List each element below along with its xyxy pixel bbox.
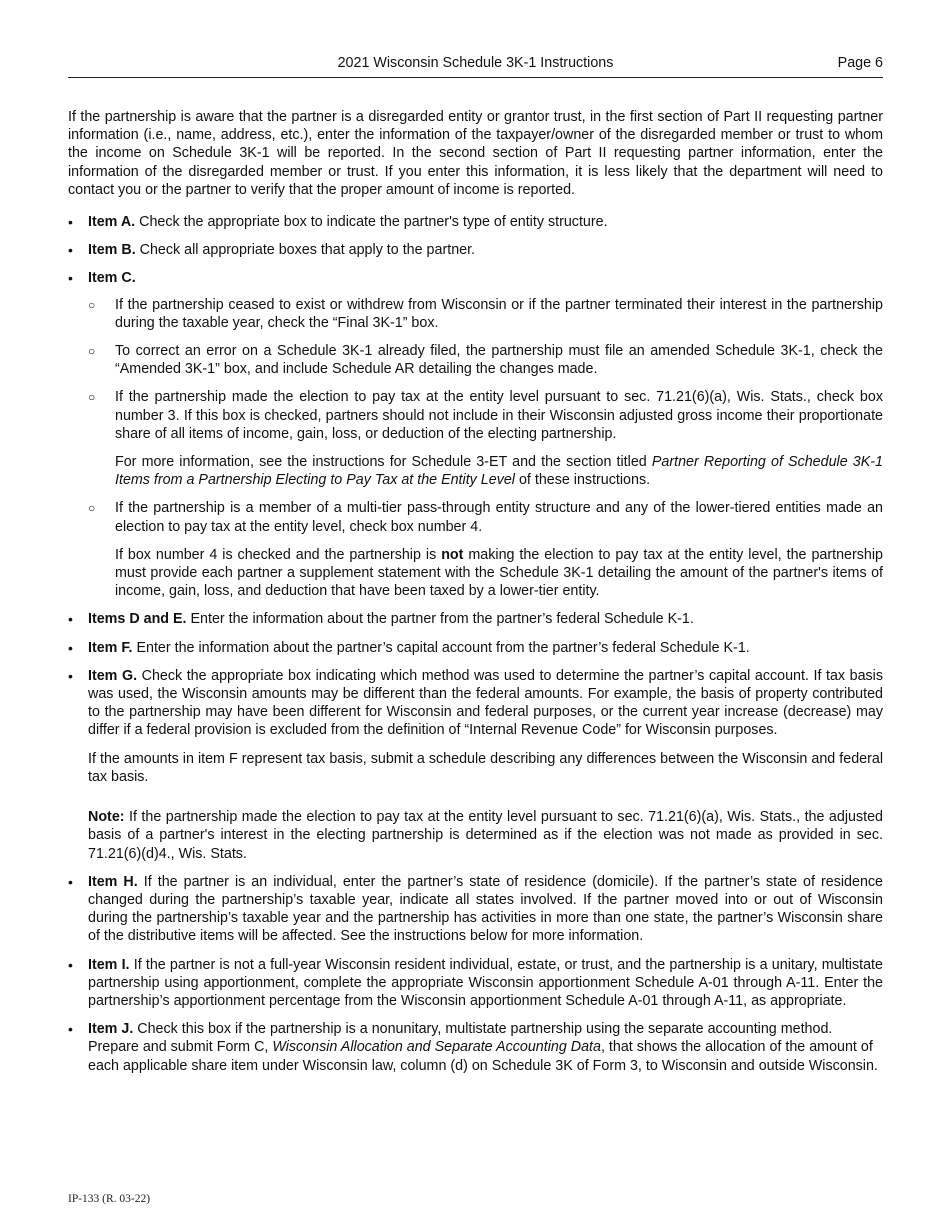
document-body <box>68 108 883 1085</box>
item-i-label: Item I. <box>88 956 130 973</box>
page-header <box>68 53 883 78</box>
bullet-glyph: • <box>68 611 73 628</box>
form-c-title: Wisconsin Allocation and Separate Accounting Data <box>272 1039 601 1056</box>
item-g <box>68 667 883 863</box>
item-j-paragraph <box>88 1020 883 1075</box>
circle-glyph: ○ <box>88 297 96 312</box>
item-c-sub-1-text: If the partnership ceased to exist or withdrew from Wisconsin or if the partner terminated their interest in the partnership during the taxable year, check the “Final 3K-1” box. <box>115 296 883 331</box>
note-label: Note: <box>88 809 125 826</box>
bullet-glyph: • <box>68 1021 73 1038</box>
item-c-sublist <box>88 296 883 601</box>
item-c-sub-2-text: To correct an error on a Schedule 3K-1 already filed, the partnership must file an amended Schedule 3K-1, check the “Amended 3K-1” box, and include Schedule AR detailing the changes made. <box>115 343 883 378</box>
item-de-text: Enter the information about the partner from the partner’s federal Schedule K-1. <box>186 611 694 628</box>
item-c-label: Item C. <box>88 270 136 287</box>
item-de <box>68 610 883 628</box>
bullet-glyph: • <box>68 873 73 890</box>
bullet-glyph: • <box>68 270 73 287</box>
sub-3-more-pre: For more information, see the instructions for Schedule 3-ET and the section titled <box>115 454 652 471</box>
item-g-paragraph-2: If the amounts in item F represent tax basis, submit a schedule describing any differences between the Wisconsin and federal tax basis. <box>88 750 883 785</box>
item-j-label: Item J. <box>88 1021 134 1038</box>
item-f-text: Enter the information about the partner’s capital account from the partner’s federal Schedule K-1. <box>132 639 750 656</box>
circle-glyph: ○ <box>88 501 96 516</box>
note-text: If the partnership made the election to pay tax at the entity level pursuant to sec. 71.21(6)(a), Wis. Stats., the adjusted basis of a partner's interest in the electing partnership is determined as if the election was not made as provided in sec. 71.21(6)(d)4., Wis. Stats. <box>88 809 883 862</box>
sub-4-more-emphasis: not <box>441 546 464 563</box>
bullet-glyph: • <box>68 242 73 259</box>
item-i-text: If the partner is not a full-year Wisconsin resident individual, estate, or trust, and the partnership is a unitary, multistate partnership using apportionment, complete the appropriate Wisconsin apportionment Schedule A-01 through A-11. Enter the partnership’s apportionment percentage from the Wisconsin apportionment Schedule A-01 through A-11, as appropriate. <box>88 956 883 1009</box>
item-i <box>68 956 883 1011</box>
item-de-label: Items D and E. <box>88 611 187 628</box>
item-g-text: Check the appropriate box indicating which method was used to determine the partner’s capital account. If tax basis was used, the Wisconsin amounts may be different than the federal amounts. For example, the basis of property contributed to the partnership may have been different for Wisconsin and federal purposes, or the current year increase (decrease) may differ if a federal provision is excluded from the definition of “Internal Revenue Code” for Wisconsin purposes. <box>88 667 883 739</box>
sub-4-more-pre: If box number 4 is checked and the partnership is <box>115 546 442 563</box>
circle-glyph: ○ <box>88 390 96 405</box>
item-h-paragraph <box>88 873 883 946</box>
item-f <box>68 639 883 657</box>
circle-glyph: ○ <box>88 344 96 359</box>
form-code-footer: IP-133 (R. 03-22) <box>68 1193 151 1205</box>
item-a <box>68 213 883 231</box>
item-c-sub-4-more <box>115 546 883 601</box>
bullet-glyph: • <box>68 639 73 656</box>
item-b <box>68 241 883 259</box>
item-h <box>68 873 883 946</box>
item-c-sub-1 <box>88 296 883 332</box>
item-h-label: Item H. <box>88 873 138 890</box>
item-c-sub-2 <box>88 342 883 378</box>
item-c-sub-4 <box>88 499 883 600</box>
item-j-text-pre: Check this box if the partnership is a nonunitary, multistate partnership using the separate accounting method. Prepare and submit Form C, <box>88 1021 833 1056</box>
item-b-label: Item B. <box>88 242 136 259</box>
item-a-text: Check the appropriate box to indicate the partner's type of entity structure. <box>135 214 608 231</box>
sub-3-more-title: Partner Reporting of Schedule 3K-1 Items from a Partnership Electing to Pay Tax at the Entity Level <box>115 454 883 489</box>
bullet-glyph: • <box>68 667 73 684</box>
item-g-label: Item G. <box>88 667 138 684</box>
page-number: Page 6 <box>837 55 883 71</box>
item-h-text: If the partner is an individual, enter the partner’s state of residence (domicile). If the partner’s state of residence changed during the partnership’s taxable year, indicate all states involved. If the partner moved into or out of Wisconsin during the partnership’s taxable year and the partnership has activities in more than one state, the partner’s Wisconsin share of the distributive items will be affected. See the instructions below for more information. <box>88 873 883 945</box>
intro-paragraph: If the partnership is aware that the partner is a disregarded entity or grantor trust, in the first section of Part II requesting partner information (i.e., name, address, etc.), enter the information of the taxpayer/owner of the disregarded member or trust to whom the income on Schedule 3K-1 will be reported. In the second section of Part II requesting partner information, enter the information of the disregarded member or trust. If you enter this information, it is less likely that the department will need to contact you or the partner to verify that the proper amount of income is reported. <box>68 109 883 198</box>
item-b-text: Check all appropriate boxes that apply to the partner. <box>135 242 476 259</box>
item-c <box>68 269 883 600</box>
item-g-note <box>88 808 883 863</box>
item-f-label: Item F. <box>88 639 133 656</box>
sub-3-more-post: of these instructions. <box>514 472 651 489</box>
item-list <box>68 213 883 1075</box>
item-c-sub-3-text: If the partnership made the election to pay tax at the entity level pursuant to sec. 71.21(6)(a), Wis. Stats., check box number 3. If this box is checked, partners should not include in their Wisconsin adjusted gross income their proportionate share of all items of income, gain, loss, or deduction of the electing partnership. <box>115 389 883 442</box>
sub-4-more-post: making the election to pay tax at the entity level, the partnership must provide each partner a supplement statement with the Schedule 3K-1 detailing the amount of the partner's items of income, gain, loss, and deduction that have been taxed by a lower-tier entity. <box>115 546 883 600</box>
item-c-sub-3-more <box>115 453 883 489</box>
item-i-paragraph <box>88 956 883 1011</box>
item-c-sub-3 <box>88 388 883 489</box>
bullet-glyph: • <box>68 956 73 973</box>
item-g-paragraph <box>88 667 883 740</box>
document-title: 2021 Wisconsin Schedule 3K-1 Instructions <box>337 55 614 71</box>
bullet-glyph: • <box>68 214 73 231</box>
item-j-text-post: , that shows the allocation of the amount of each applicable share item under Wisconsin law, column (d) on Schedule 3K of Form 3, to Wisconsin and outside Wisconsin. <box>88 1039 878 1074</box>
item-c-sub-4-text: If the partnership is a member of a multi-tier pass-through entity structure and any of the lower-tiered entities made an election to pay tax at the entity level, check box number 4. <box>115 500 883 535</box>
item-a-label: Item A. <box>88 214 136 231</box>
item-j <box>68 1020 883 1075</box>
